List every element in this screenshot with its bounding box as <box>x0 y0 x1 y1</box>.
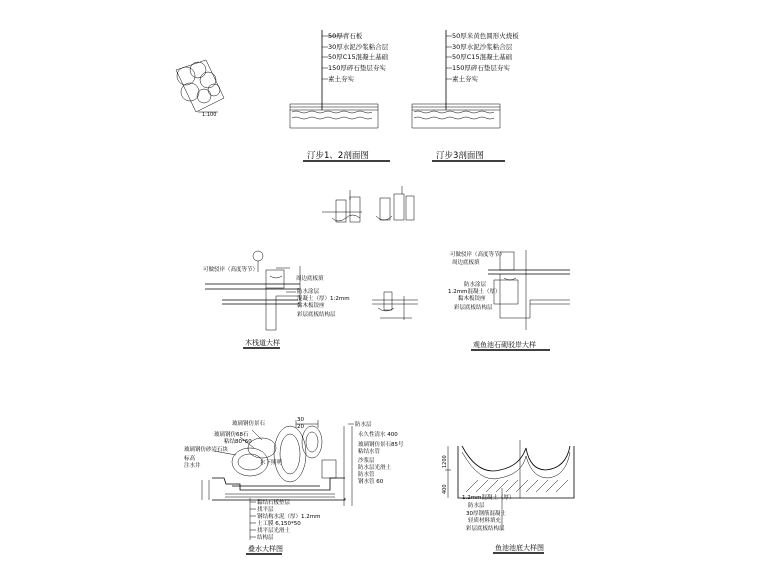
step3-layer-4: 150厚碎石垫层夯实 <box>452 64 510 72</box>
step3-layer-3: 50厚C15混凝土基础 <box>452 53 513 61</box>
fountain-right-label-5: 沙浆层 <box>358 458 375 464</box>
fountain-title: 叠水大样图 <box>248 545 283 553</box>
fish-pond-label-5: 彩层底板结构层 <box>466 526 505 532</box>
step3-layer-2: 30厚水泥沙浆粘合层 <box>452 43 513 51</box>
fish-pond-label-1: 1.2mm混凝土（厚） <box>462 495 515 501</box>
step3-title: 汀步3剖面图 <box>436 151 484 161</box>
plan-scale-text: 1:100 <box>202 112 217 118</box>
fountain-left-label-3: 粘结80*60 <box>224 439 252 445</box>
pond-edge-label-6: 彩层底板结构层 <box>454 305 493 311</box>
step3-layer-5: 素土夯实 <box>452 75 478 83</box>
step12-title: 汀步1、2剖面图 <box>307 151 369 161</box>
step3-section <box>412 30 519 161</box>
pond-edge-label-2: 周边底板填 <box>452 260 480 266</box>
boardwalk-label-3: 防水涂层 <box>297 289 320 295</box>
fountain-right-label-8: 钢水管 60 <box>358 479 384 485</box>
fish-pond-title: 鱼池池底大样图 <box>495 544 544 552</box>
boardwalk-label-5: 黏木板铰座 <box>297 303 325 309</box>
fountain-left-label-5: 标高 <box>184 456 196 462</box>
fountain-right-label-4: 粘结水管 <box>358 449 381 455</box>
fish-pond-label-3: 30厚钢筋混凝土 <box>466 511 506 517</box>
fountain-bottom-label-5: 找平层光滑土 <box>257 528 291 534</box>
step12-layer-4: 150厚碎石垫层夯实 <box>328 64 386 72</box>
step12-layer-2: 30厚水泥沙浆粘合层 <box>328 43 389 51</box>
step12-layer-3: 50厚C15混凝土基础 <box>328 53 389 61</box>
pond-edge-detail <box>448 250 570 350</box>
fountain-right-label-6: 防水层光滑土 <box>358 465 392 471</box>
step12-layer-1: 50厚青石板 <box>328 32 363 40</box>
fountain-left-label-2: 玻璃钢仿68石 <box>214 432 249 438</box>
fountain-right-label-7: 防水管 <box>358 472 375 478</box>
boardwalk-label-4: 混凝土（厚）1:2mm <box>297 296 350 302</box>
fountain-bottom-label-6: 结构层 <box>257 535 274 541</box>
pond-edge-label-3: 防水涂层 <box>464 282 487 288</box>
fountain-left-label-4: 玻璃钢仿砂岩石块 <box>184 447 229 453</box>
fountain-right-label-2: 永久性清水 400 <box>358 432 398 438</box>
fountain-dim-1: 30 <box>297 417 304 423</box>
fish-pond-dim-2: 400 <box>442 484 448 494</box>
pond-edge-label-5: 黏木板铰座 <box>458 296 486 302</box>
step12-section <box>290 30 390 161</box>
fountain-bottom-label-1: 黏结石板垫层 <box>257 500 291 506</box>
stepping-stone-plan <box>176 60 224 118</box>
fish-pond-label-2: 防水层 <box>468 503 485 509</box>
fountain-bottom-label-2: 找平层 <box>257 507 274 513</box>
fountain-dim-2: 20 <box>297 424 304 430</box>
node-detail <box>372 292 418 320</box>
pond-edge-label-1: 可做驳岸（高度等节） <box>450 252 506 258</box>
small-details <box>322 186 414 222</box>
fountain-center-label: 水下照明 <box>260 460 283 466</box>
boardwalk-label-1: 可做驳岸（高度等节） <box>203 267 259 273</box>
fish-pond-detail <box>442 440 574 553</box>
boardwalk-label-2: 周边底板填 <box>296 276 324 282</box>
fountain-left-label-6: 注水井 <box>184 463 201 469</box>
fountain-right-label-3: 玻璃钢仿景石85号 <box>358 442 404 448</box>
fountain-bottom-label-4: 土工膜 6,150*50 <box>257 521 301 527</box>
fish-pond-dim-1: 1200 <box>442 455 448 468</box>
fountain-bottom-label-3: 钢结构水泥（厚）1.2mm <box>257 514 321 520</box>
fountain-detail <box>184 417 404 554</box>
fountain-right-label-1: 防水层 <box>355 422 372 428</box>
boardwalk-label-6: 彩层底板结构层 <box>297 312 336 318</box>
fountain-left-label-1: 玻璃钢仿景石 <box>232 421 266 427</box>
step12-layer-5: 素土夯实 <box>328 75 354 83</box>
pond-edge-title: 观鱼池石砌驳岸大样 <box>473 341 536 349</box>
boardwalk-title: 木栈道大样 <box>245 339 280 347</box>
boardwalk-detail <box>203 251 350 348</box>
fish-pond-label-4: 轻质材料填充 <box>468 518 502 524</box>
pond-edge-label-4: 1.2mm混凝土（厚） <box>448 289 501 295</box>
step3-layer-1: 50厚米黄色圆形火烧板 <box>452 32 519 40</box>
